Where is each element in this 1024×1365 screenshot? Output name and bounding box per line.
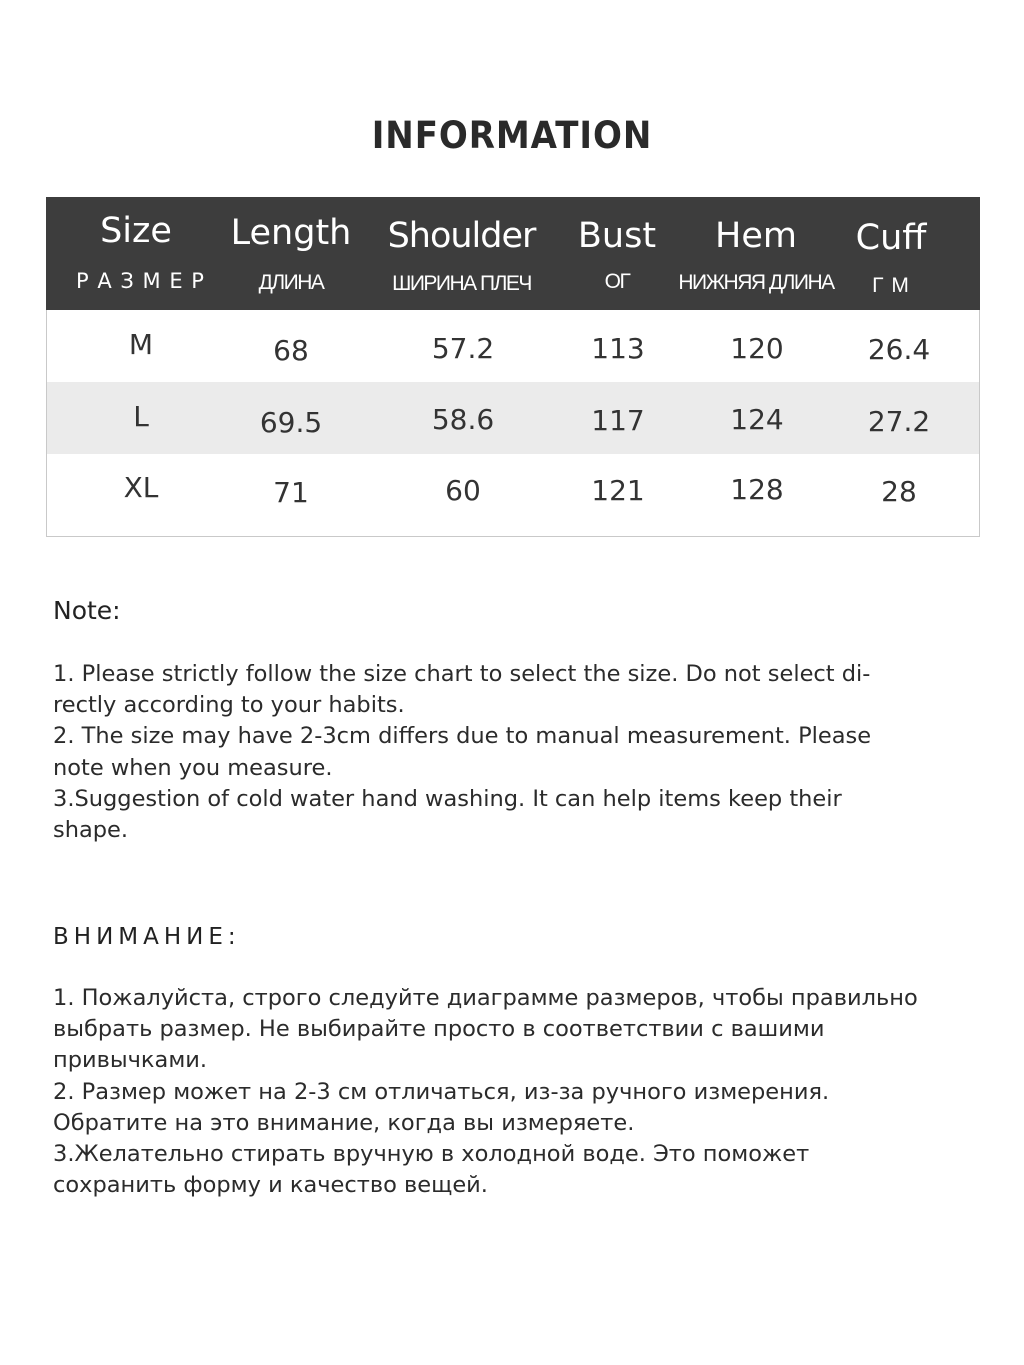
table-cell: 58.6 xyxy=(431,403,495,436)
column-header-ru: Г М xyxy=(872,274,910,297)
note-line: 2. The size may have 2-3cm differs due to manual measurement. Please xyxy=(53,723,872,750)
table-cell: 26.4 xyxy=(867,333,931,366)
column-header-ru: ШИРИНА ПЛЕЧ xyxy=(392,272,531,295)
table-cell: 124 xyxy=(730,403,784,436)
note-heading-en: Note: xyxy=(53,596,121,625)
table-cell-size: M xyxy=(128,328,154,361)
table-cell: 60 xyxy=(445,474,481,507)
column-header-shoulder xyxy=(379,197,544,310)
note-line: rectly according to your habits. xyxy=(53,692,405,719)
note-line: note when you measure. xyxy=(53,754,333,781)
note-line: 3.Желательно стирать вручную в холодной воде. Это поможет xyxy=(53,1141,810,1168)
size-chart-table xyxy=(46,197,980,537)
note-line: 3.Suggestion of cold water hand washing. It can help items keep their xyxy=(53,785,842,812)
note-line: привычками. xyxy=(53,1047,208,1074)
table-cell: 28 xyxy=(881,475,917,508)
table-cell: 128 xyxy=(730,473,784,506)
column-header-size xyxy=(76,197,205,310)
note-line: сохранить форму и качество вещей. xyxy=(53,1172,488,1199)
table-cell: 121 xyxy=(591,474,645,507)
note-body-ru xyxy=(53,983,973,1201)
table-header xyxy=(46,197,980,310)
table-cell-size: XL xyxy=(123,471,159,504)
column-header-ru: ДЛИНА xyxy=(258,271,324,294)
table-cell-size: L xyxy=(133,400,149,433)
column-header-hem xyxy=(676,197,836,310)
table-cell: 27.2 xyxy=(867,405,931,438)
note-line: shape. xyxy=(53,817,129,844)
note-line: выбрать размер. Не выбирайте просто в соответствии с вашими xyxy=(53,1016,825,1043)
column-header-length xyxy=(221,197,361,310)
column-header-en: Shoulder xyxy=(387,216,536,256)
note-line: 1. Please strictly follow the size chart to select the size. Do not select di- xyxy=(53,661,871,687)
table-cell: 113 xyxy=(591,332,645,365)
table-cell: 68 xyxy=(273,334,309,367)
column-header-ru: ОГ xyxy=(604,270,630,293)
column-header-en: Size xyxy=(100,211,172,251)
note-body-en xyxy=(53,659,973,846)
table-row xyxy=(47,382,979,454)
column-header-en: Cuff xyxy=(855,218,927,258)
table-cell: 117 xyxy=(591,404,645,437)
table-cell: 120 xyxy=(730,332,784,365)
table-cell: 71 xyxy=(273,476,309,509)
table-row xyxy=(47,454,979,526)
column-header-cuff xyxy=(846,197,936,310)
column-header-en: Length xyxy=(230,213,352,253)
table-cell: 57.2 xyxy=(431,332,495,365)
column-header-bust xyxy=(558,197,676,310)
note-line: 2. Размер может на 2-3 см отличаться, из-за ручного измерения. xyxy=(53,1078,830,1105)
note-line: Обратите на это внимание, когда вы измеряете. xyxy=(53,1109,635,1136)
note-heading-ru: ВНИМАНИЕ: xyxy=(53,924,241,950)
note-line: 1. Пожалуйста, строго следуйте диаграмме размеров, чтобы правильно xyxy=(53,985,918,1011)
column-header-ru: НИЖНЯЯ ДЛИНА xyxy=(678,271,834,294)
table-cell: 69.5 xyxy=(259,406,323,439)
column-header-ru: Р А З М Е Р xyxy=(76,269,205,293)
column-header-en: Bust xyxy=(577,216,657,256)
table-row xyxy=(47,310,979,382)
column-header-en: Hem xyxy=(715,216,797,256)
page-title: INFORMATION xyxy=(371,114,653,157)
